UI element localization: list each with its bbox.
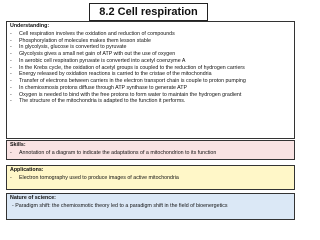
list-item: - The structure of the mitochondria is adapted to the function it performs.	[10, 98, 186, 105]
list-item: - Transfer of electrons between carriers in the electron transport chain is couple to proton pumping	[10, 78, 246, 85]
understanding-box	[6, 21, 295, 139]
skills-heading: Skills:	[10, 142, 26, 148]
understanding-list	[10, 31, 291, 105]
nature-of-science-heading: Nature of science:	[10, 195, 56, 201]
list-item: - Oxygen is needed to bind with the free protons to form water to maintain the hydrogen gradient	[10, 91, 242, 98]
list-item: - In chemiosmosis protons diffuse through ATP synthase to generate ATP	[10, 84, 188, 91]
list-item: - In the Krebs cycle, the oxidation of acetyl groups is coupled to the reduction of hydrogen carriers	[10, 64, 245, 71]
skills-box	[6, 140, 295, 160]
list-item: - Energy released by oxidation reactions is carried to the cristae of the mitochondria	[10, 71, 212, 78]
applications-box	[6, 165, 295, 190]
list-item: - Glycolysis gives a small net gain of ATP with out the use of oxygen	[10, 51, 176, 58]
list-item: - Annotation of a diagram to indicate the adaptations of a mitochondrion to its function	[10, 149, 217, 156]
list-item: - Phosphorylation of molecules makes them lesson stable	[10, 37, 151, 44]
page-title: 8.2 Cell respiration	[89, 3, 208, 21]
list-item: - Cell respiration involves the oxidation and reduction of compounds	[10, 30, 175, 37]
skills-list	[10, 150, 291, 157]
list-item: - Paradigm shift: the chemiosmotic theory led to a paradigm shift in the field of bioenergetics	[12, 202, 228, 209]
list-item: - In glycolysis, glucose is converted to pyruvate	[10, 44, 127, 51]
applications-heading: Applications:	[10, 167, 44, 173]
list-item: - In aerobic cell respiration pyruvate is converted into acetyl coenzyme A	[10, 57, 186, 64]
understanding-heading: Understanding:	[10, 23, 50, 29]
list-item: - Electron tomography used to produce images of active mitochondria	[10, 174, 179, 181]
nature-of-science-box	[6, 193, 295, 220]
applications-list	[10, 175, 291, 182]
